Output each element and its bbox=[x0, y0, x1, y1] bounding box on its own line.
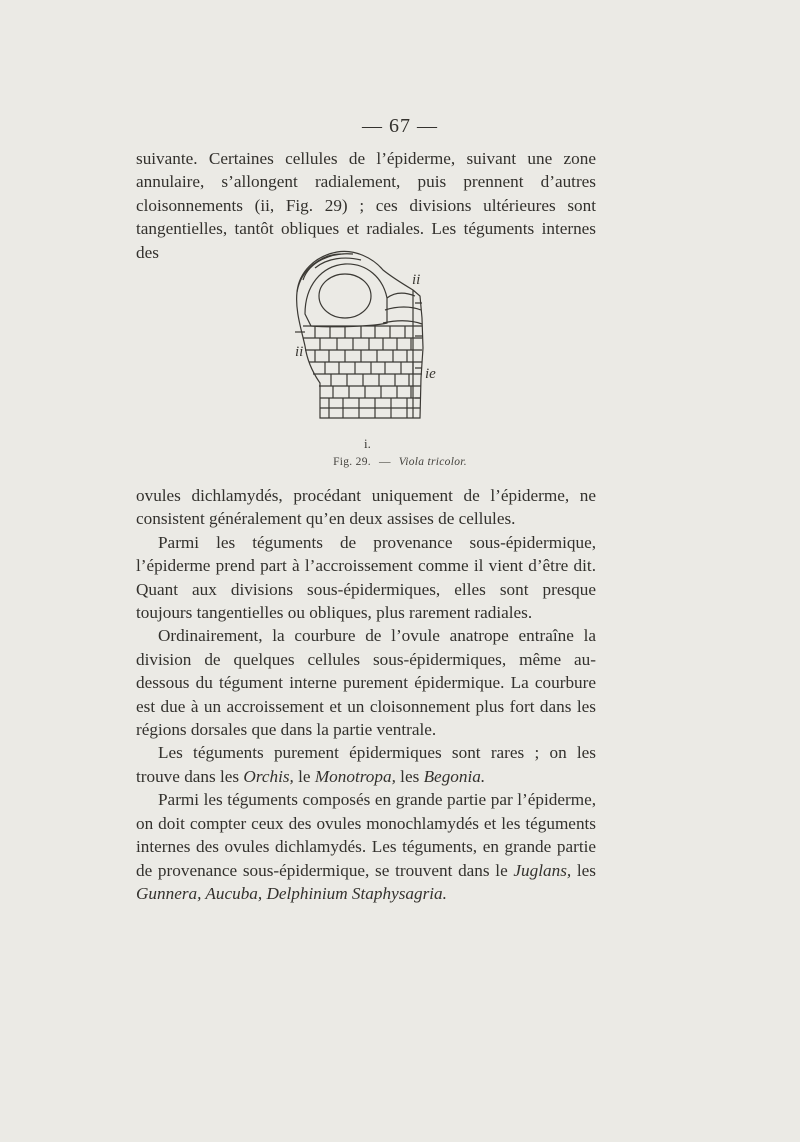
label-ii-left: ii bbox=[295, 344, 304, 360]
label-ie: ie bbox=[425, 366, 436, 382]
taxon-name: Monotropa, bbox=[314, 766, 396, 786]
paragraph: suivante. Certaines cellules de l’épiderme, suivant une zone annulaire, s’allongent radialement, puis prennent d’autres cloisonnements (ii, Fig. 29) ; ces divisions ultérieures sont tangentielles, tantôt obliques et radiales. Les téguments internes des bbox=[136, 149, 596, 262]
taxon-name: Gunnera, Aucuba, Delphinium Staphysagria. bbox=[136, 883, 447, 903]
paragraph-text: les bbox=[576, 860, 596, 880]
paragraph: Parmi les téguments de provenance sous-épidermique, l’épiderme prend part à l’accroissement comme il vient d’être dit. Quant aux divisions sous-épidermiques, elles sont presque toujours tangentielles ou obliques, plus rarement radiales. bbox=[136, 532, 596, 623]
figure-29 bbox=[275, 248, 455, 478]
paragraph-text: les bbox=[400, 766, 420, 786]
nucellus-outline bbox=[305, 264, 387, 327]
text-block-top bbox=[136, 147, 596, 264]
taxon-name: Begonia. bbox=[423, 766, 486, 786]
caption-species: Viola tricolor. bbox=[398, 456, 467, 468]
paragraph: ovules dichlamydés, procédant uniquement de l’épiderme, ne consistent généralement qu’en deux assises de cellules. bbox=[136, 486, 596, 529]
paragraph-text: Parmi les téguments composés en grande partie par l’épiderme, on doit compter ceux des ovules monochlamydés et les téguments internes des ovules dichlamydés. Les téguments, en grande partie de provenance sous-épidermique, se trouvent dans le bbox=[136, 790, 596, 880]
label-i: i. bbox=[364, 436, 371, 451]
taxon-name: Orchis, bbox=[243, 766, 294, 786]
taxon-name: Juglans, bbox=[513, 860, 572, 880]
paragraph: Ordinairement, la courbure de l’ovule anatrope entraîne la division de quelques cellules sous-épidermiques, même au-dessous du tégument interne purement épidermique. La courbure est due à un accroissement et un cloisonnement plus fort dans les régions dorsales que dans la partie ventrale. bbox=[136, 626, 596, 740]
page-number: — 67 — bbox=[362, 115, 438, 137]
figure-caption bbox=[0, 456, 800, 468]
embryo-sac-cell bbox=[319, 274, 371, 318]
paragraph bbox=[136, 788, 596, 905]
paragraph-text: Les téguments purement épidermiques sont rares ; on les trouve dans les bbox=[136, 743, 596, 786]
caption-dash: — bbox=[378, 456, 391, 468]
text-block-bottom bbox=[136, 484, 596, 905]
paragraph bbox=[136, 741, 596, 788]
label-ii-top: ii bbox=[412, 272, 421, 288]
caption-prefix: Fig. 29. bbox=[333, 456, 371, 468]
paragraph-text: le bbox=[298, 766, 311, 786]
